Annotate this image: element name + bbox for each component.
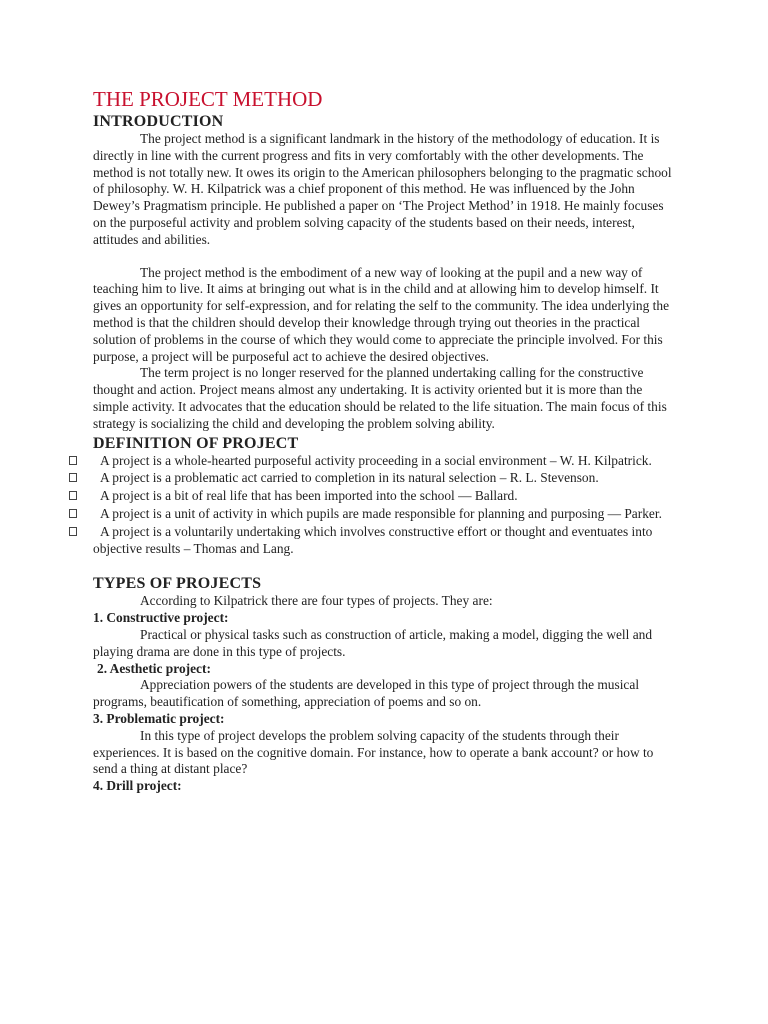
page-title: THE PROJECT METHOD: [93, 87, 323, 111]
type-label-problematic: 3. Problematic project:: [93, 710, 225, 726]
bullet-box-icon: [69, 527, 77, 536]
document-page: [93, 86, 675, 795]
type-label-aesthetic: 2. Aesthetic project:: [97, 660, 211, 676]
types-intro: According to Kilpatrick there are four types of projects. They are:: [140, 593, 493, 609]
type-text-aesthetic: Appreciation powers of the students are developed in this type of project through the musical programs, beautification of something, appreciation of poems and so on.: [93, 677, 640, 710]
type-text-problematic: In this type of project develops the problem solving capacity of the students through their experiences. It is based on the cognitive domain. For instance, how to operate a bank account? or how to send a thing at distant place?: [93, 727, 654, 777]
intro-paragraph-3: The term project is no longer reserved for the planned undertaking calling for the constructive thought and action. Project means almost any undertaking. It is activity oriented but it is more than the simple activity. It advocates that the education should be related to the life situation. The main focus of this strategy is socializing the child and developing the problem solving ability.: [93, 365, 667, 431]
type-label-constructive: 1. Constructive project:: [93, 610, 229, 626]
definition-item: A project is a voluntarily undertaking which involves constructive effort or thought and eventuates into objective results – Thomas and Lang.: [93, 524, 675, 558]
bullet-box-icon: [69, 473, 77, 482]
intro-paragraph-2: The project method is the embodiment of a new way of looking at the pupil and a new way of teaching him to live. It aims at bringing out what is in the child and at allowing him to develop himself. It gives an opportunity for self-expression, and for relating the self to the community. The idea underlying the method is that the children should develop their knowledge through trying out theories in the practical solution of problems in the course of which they would come to appreciate the principle involved. For this purpose, a project will be purposeful act to achieve the desired objectives.: [93, 264, 670, 364]
types-heading: TYPES OF PROJECTS: [93, 575, 262, 593]
definition-list: [93, 453, 675, 558]
definition-item: A project is a bit of real life that has been imported into the school — Ballard.: [93, 488, 675, 505]
type-text-constructive: Practical or physical tasks such as construction of article, making a model, digging the well and playing drama are done in this type of projects.: [93, 626, 653, 659]
definition-item: A project is a unit of activity in which pupils are made responsible for planning and purposing — Parker.: [93, 506, 675, 523]
intro-paragraph-1: The project method is a significant landmark in the history of the methodology of education. It is directly in line with the current progress and fits in very comfortably with the other developments. The method is not totally new. It owes its origin to the American philosophers belonging to the pragmatic school of philosophy. W. H. Kilpatrick was a chief proponent of this method. He was influenced by the John Dewey’s Pragmatism principle. He published a paper on ‘The Project Method’ in 1918. He mainly focuses on the purposeful activity and problem solving capacity of the students based on their needs, interest, attitudes and abilities.: [93, 131, 672, 247]
definition-item: A project is a whole-hearted purposeful activity proceeding in a social environment – W. H. Kilpatrick.: [93, 453, 675, 470]
definition-item: A project is a problematic act carried to completion in its natural selection – R. L. Stevenson.: [93, 470, 675, 487]
definition-heading: DEFINITION OF PROJECT: [93, 434, 299, 452]
type-label-drill: 4. Drill project:: [93, 778, 182, 794]
bullet-box-icon: [69, 491, 77, 500]
introduction-heading: INTRODUCTION: [93, 113, 224, 130]
bullet-box-icon: [69, 509, 77, 518]
bullet-box-icon: [69, 456, 77, 465]
